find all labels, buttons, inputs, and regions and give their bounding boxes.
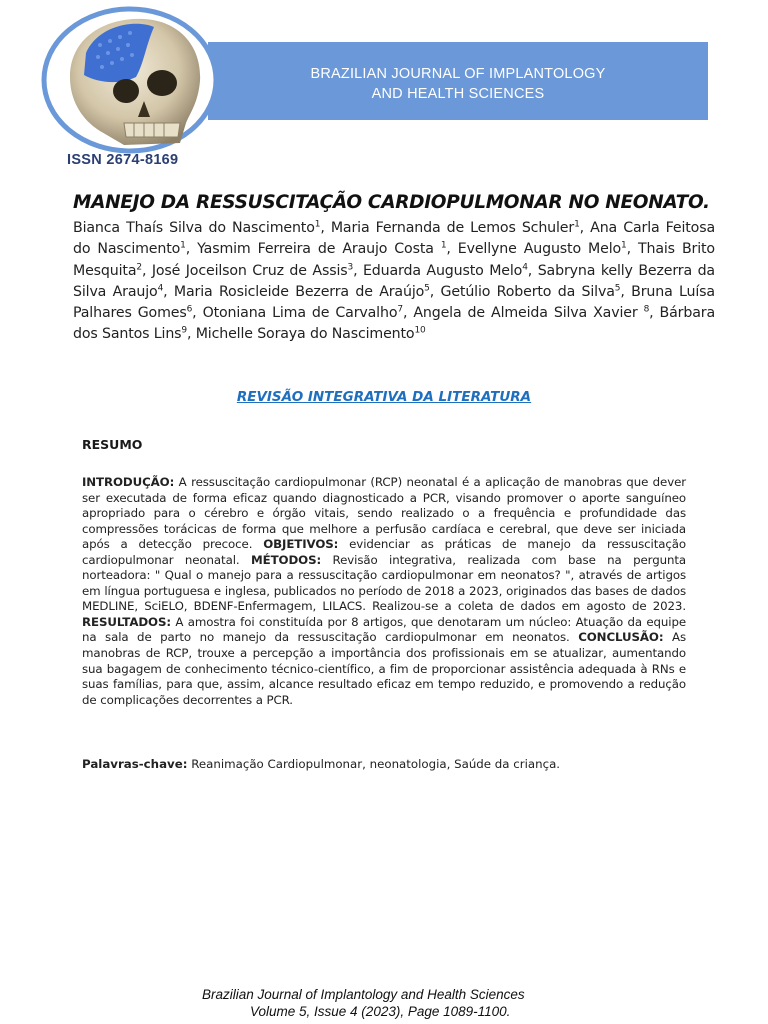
author-name: Eduarda Augusto Melo	[362, 262, 523, 279]
keywords-text: Reanimação Cardiopulmonar, neonatologia, Saúde da criança.	[187, 757, 561, 771]
author-affiliation: 1	[621, 240, 627, 251]
footer-journal: Brazilian Journal of Implantology and Health Sciences	[202, 987, 525, 1002]
author-affiliation: 8	[643, 304, 650, 315]
abstract-section-label: MÉTODOS:	[250, 552, 322, 567]
issn-label: ISSN 2674-8169	[67, 152, 179, 168]
author-affiliation: 5	[424, 283, 430, 294]
author-affiliation: 4	[522, 261, 528, 272]
author-name: Bruna Luísa Palhares Gomes	[73, 283, 715, 322]
abstract-body	[82, 475, 686, 708]
author-affiliation: 3	[347, 261, 354, 272]
author-affiliation: 2	[136, 261, 142, 272]
author-affiliation: 5	[614, 283, 621, 294]
article-title: MANEJO DA RESSUSCITAÇÃO CARDIOPULMONAR NO NEONATO.	[73, 192, 710, 213]
journal-name-line-2: AND HEALTH SCIENCES	[371, 86, 545, 102]
author-name: Getúlio Roberto da Silva	[440, 283, 615, 300]
author-affiliation: 10	[414, 325, 426, 336]
author-affiliation: 7	[397, 304, 403, 315]
abstract-section-text: evidenciar as práticas de manejo da ressuscitação cardiopulmonar neonatal.	[82, 537, 686, 567]
author-name: José Joceilson Cruz de Assis	[151, 262, 348, 279]
author-name: Maria Rosicleide Bezerra de Araújo	[173, 283, 425, 300]
author-affiliation: 1	[440, 240, 447, 251]
author-affiliation: 4	[157, 283, 164, 294]
abstract-section-label: OBJETIVOS:	[263, 537, 339, 552]
author-name: Maria Fernanda de Lemos Schuler	[330, 220, 575, 236]
journal-name-line-1: BRAZILIAN JOURNAL OF IMPLANTOLOGY	[310, 66, 606, 82]
abstract-section-text: As manobras de RCP, trouxe a percepção a importância dos profissionais em se atualizar, aumentando sua bagagem de conhecimento técnico-científico, a fim de proporcionar assistência adequada à RNs e suas famílias, para que, assim, alcance resultado eficaz em tempo reduzido, e promovendo a redução de complicações decorrentes a PCR.	[82, 630, 687, 707]
abstract-section-text: A amostra foi constituída por 8 artigos, que denotaram um núcleo: Atuação da equipe na sala de parto no manejo da ressuscitação cardiopulmonar em neonatos.	[82, 614, 686, 645]
abstract-heading: RESUMO	[82, 437, 143, 452]
author-name: Otoniana Lima de Carvalho	[202, 305, 398, 322]
author-name: Bianca Thaís Silva do Nascimento	[73, 220, 315, 236]
keywords	[82, 757, 686, 771]
author-affiliation: 6	[186, 304, 193, 315]
author-name: Evellyne Augusto Melo	[457, 241, 622, 258]
author-name: Michelle Soraya do Nascimento	[195, 326, 415, 343]
author-name: Sabryna kelly Bezerra da Silva Araujo	[73, 262, 715, 300]
author-list: Bianca Thaís Silva do Nascimento$^1$, Maria Fernanda de Lemos Schuler$^1$, Ana Carla Feitosa do Nascimento$^1$, Yasmim Ferreira de Araujo Costa $^1$, Evellyne Augusto Melo$^1$, Thais Brito Mesquita$^2$, José Joceilson Cruz de Assis$^3$, Eduarda Augusto Melo$^4$, Sabryna kelly Bezerra da Silva Araujo$^4$, Maria Rosicleide Bezerra de Araújo$^5$, Getúlio Roberto da Silva$^5$, Bruna Luísa Palhares Gomes$^6$, Otoniana Lima de Carvalho$^7$, Angela de Almeida Silva Xavier $^8$, Bárbara dos Santos Lins$^9$, Michelle Soraya do Nascimento$^{10}$	[73, 219, 716, 343]
author-name: Ana Carla Feitosa do Nascimento	[73, 220, 716, 258]
author-name: Thais Brito Mesquita	[73, 241, 715, 279]
abstract-section-text: A ressuscitação cardiopulmonar (RCP) neonatal é a aplicação de manobras que dever ser executada de forma eficaz quando diagnosticado a PCR, visando promover o aporte sanguíneo apropriado para o cérebro e órgão vitais, sendo realizado o a frequência e profundidade das compressões torácicas de forma que melhore a perfusão cardíaca e cerebral, que deve ser iniciada após a detecção precoce.	[82, 475, 686, 552]
author-name: Bárbara dos Santos Lins	[73, 305, 715, 343]
author-name: Yasmim Ferreira de Araujo Costa	[197, 241, 441, 258]
author-affiliation: 1	[314, 219, 321, 230]
abstract-section-label: RESULTADOS:	[82, 614, 171, 629]
keywords-label: Palavras-chave:	[82, 757, 188, 771]
author-affiliation: 1	[574, 219, 580, 230]
author-affiliation: 9	[181, 325, 187, 336]
abstract-section-label: CONCLUSÃO:	[578, 630, 664, 645]
abstract-section-label: INTRODUÇÃO:	[82, 475, 175, 489]
skull-with-implant-icon	[40, 5, 220, 155]
journal-name	[208, 64, 708, 104]
author-affiliation: 1	[180, 240, 186, 251]
journal-banner	[208, 42, 708, 120]
author-name: Angela de Almeida Silva Xavier	[413, 305, 644, 322]
abstract-section-text: Revisão integrativa, realizada com base na pergunta norteadora: " Qual o manejo para a ressuscitação cardiopulmonar em neonatos? ", através de artigos em língua portuguesa e inglesa, publicados no período de 2018 a 2023, originados das bases de dados MEDLINE, SciELO, BDENF-Enfermagem, LILACS. Realizou-se a coleta de dados em agosto de 2023.	[82, 552, 687, 614]
footer-citation: Volume 5, Issue 4 (2023), Page 1089-1100.	[250, 1004, 511, 1019]
article-type-link[interactable]: REVISÃO INTEGRATIVA DA LITERATURA	[236, 389, 532, 405]
